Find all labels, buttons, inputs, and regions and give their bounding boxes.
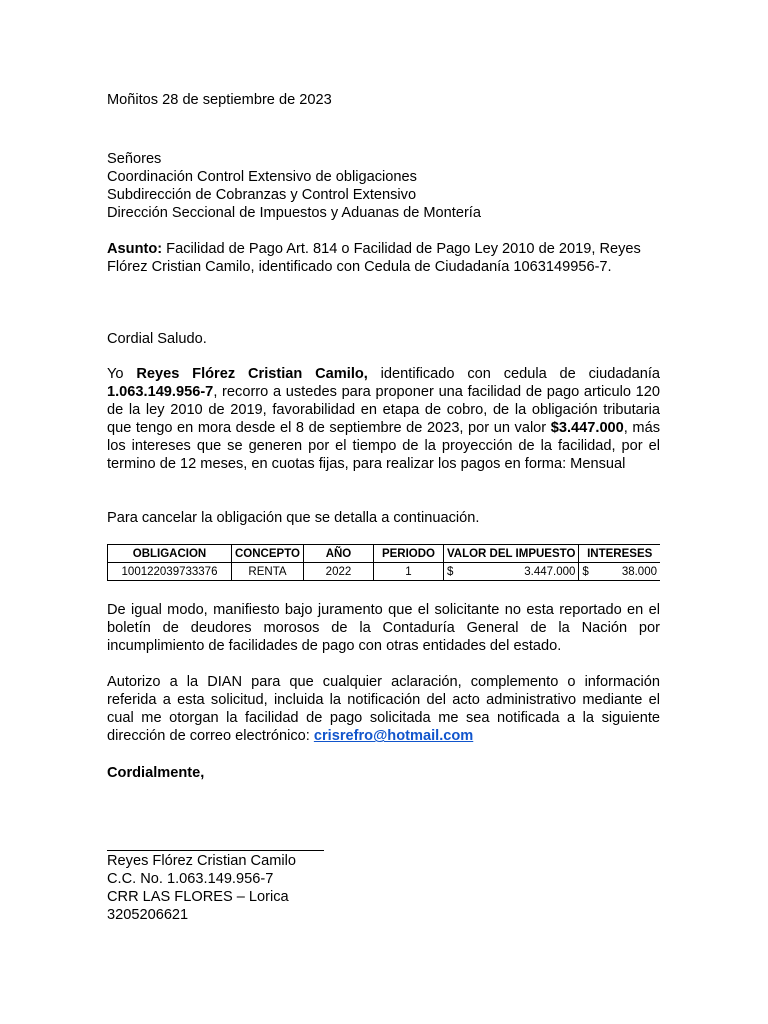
p1-text-b: identificado con cedula de ciudadanía bbox=[367, 366, 660, 382]
debt-amount: $3.447.000 bbox=[550, 420, 624, 437]
greeting: Cordial Saludo. bbox=[107, 331, 207, 347]
recipient-salutation: Señores bbox=[107, 151, 162, 167]
cell-periodo: 1 bbox=[373, 563, 443, 581]
closing bbox=[107, 764, 660, 782]
body-paragraph-1 bbox=[107, 365, 660, 474]
requester-name: Reyes Flórez Cristian Camilo, bbox=[136, 366, 368, 382]
recipient-line-1: Coordinación Control Extensivo de obligaciones bbox=[107, 169, 417, 186]
recipient-line-2: Subdirección de Cobranzas y Control Extensivo bbox=[107, 187, 417, 204]
header-intereses: INTERESES bbox=[579, 545, 660, 563]
cell-concepto: RENTA bbox=[232, 563, 304, 581]
valor-amount: 3.447.000 bbox=[524, 565, 576, 578]
signature-cc: C.C. No. 1.063.149.956-7 bbox=[107, 871, 274, 888]
signature-phone: 3205206621 bbox=[107, 907, 189, 924]
header-concepto: CONCEPTO bbox=[232, 545, 304, 563]
cell-anio: 2022 bbox=[303, 563, 373, 581]
requester-id: 1.063.149.956-7 bbox=[107, 384, 214, 401]
p4-text: Autorizo a la DIAN para que cualquier aclaración, complemento o información referida a esta solicitud, incluida la notificación del acto administrativo mediante el cual me otorgan la facilidad de pago solicitada me sea notificada a la siguiente dirección de correo electrónico: bbox=[107, 674, 660, 745]
header-anio: AÑO bbox=[303, 545, 373, 563]
intereses-currency-symbol: $ bbox=[582, 565, 589, 578]
subject-label: Asunto: bbox=[107, 241, 163, 257]
recipient-block bbox=[107, 150, 660, 222]
valor-currency-symbol: $ bbox=[446, 565, 454, 578]
cell-intereses bbox=[579, 563, 660, 581]
signature-line bbox=[107, 850, 324, 851]
email-link[interactable]: crisrefro@hotmail.com bbox=[313, 728, 474, 745]
cell-obligacion: 100122039733376 bbox=[108, 563, 232, 581]
closing-text: Cordialmente, bbox=[107, 765, 205, 781]
recipient-line-3: Dirección Seccional de Impuestos y Aduanas de Montería bbox=[107, 205, 481, 222]
p1-text-c: , recorro a ustedes para proponer una facilidad de pago articulo 120 de la ley 2010 de 2019, favorabilidad en etapa de cobro, de la obligación tributaria que tengo en mora desde el 8 de septiembre de 2023, por un valor bbox=[107, 384, 660, 437]
subject-text: Facilidad de Pago Art. 814 o Facilidad de Pago Ley 2010 de 2019, Reyes Flórez Cristian Camilo, identificado con Cedula de Ciudadanía 1063149956-7. bbox=[107, 241, 641, 276]
cell-valor-impuesto bbox=[443, 563, 578, 581]
table-header-row bbox=[108, 545, 661, 563]
signature-address: CRR LAS FLORES – Lorica bbox=[107, 889, 289, 906]
obligation-table bbox=[107, 544, 660, 581]
signature-name: Reyes Flórez Cristian Camilo bbox=[107, 853, 296, 869]
p1-text-d: , más los intereses que se generen por el tiempo de la proyección de la facilidad, por el termino de 12 meses, en cuotas fijas, para realizar los pagos en forma: Mensual bbox=[107, 420, 660, 473]
signature-block bbox=[107, 852, 660, 924]
p1-text-a: Yo bbox=[107, 366, 137, 382]
header-obligacion: OBLIGACION bbox=[108, 545, 232, 563]
body-paragraph-3: De igual modo, manifiesto bajo juramento que el solicitante no esta reportado en el boletín de deudores morosos de la Contaduría General de la Nación por incumplimiento de facilidades de pago con otras entidades del estado. bbox=[107, 602, 660, 655]
date-line: Moñitos 28 de septiembre de 2023 bbox=[107, 92, 332, 108]
body-paragraph-4 bbox=[107, 673, 660, 745]
intereses-amount: 38.000 bbox=[621, 565, 657, 578]
header-periodo: PERIODO bbox=[373, 545, 443, 563]
subject-line bbox=[107, 240, 660, 276]
body-paragraph-2: Para cancelar la obligación que se detalla a continuación. bbox=[107, 510, 480, 526]
header-valor-impuesto: VALOR DEL IMPUESTO bbox=[443, 545, 578, 563]
table-row bbox=[108, 563, 661, 581]
